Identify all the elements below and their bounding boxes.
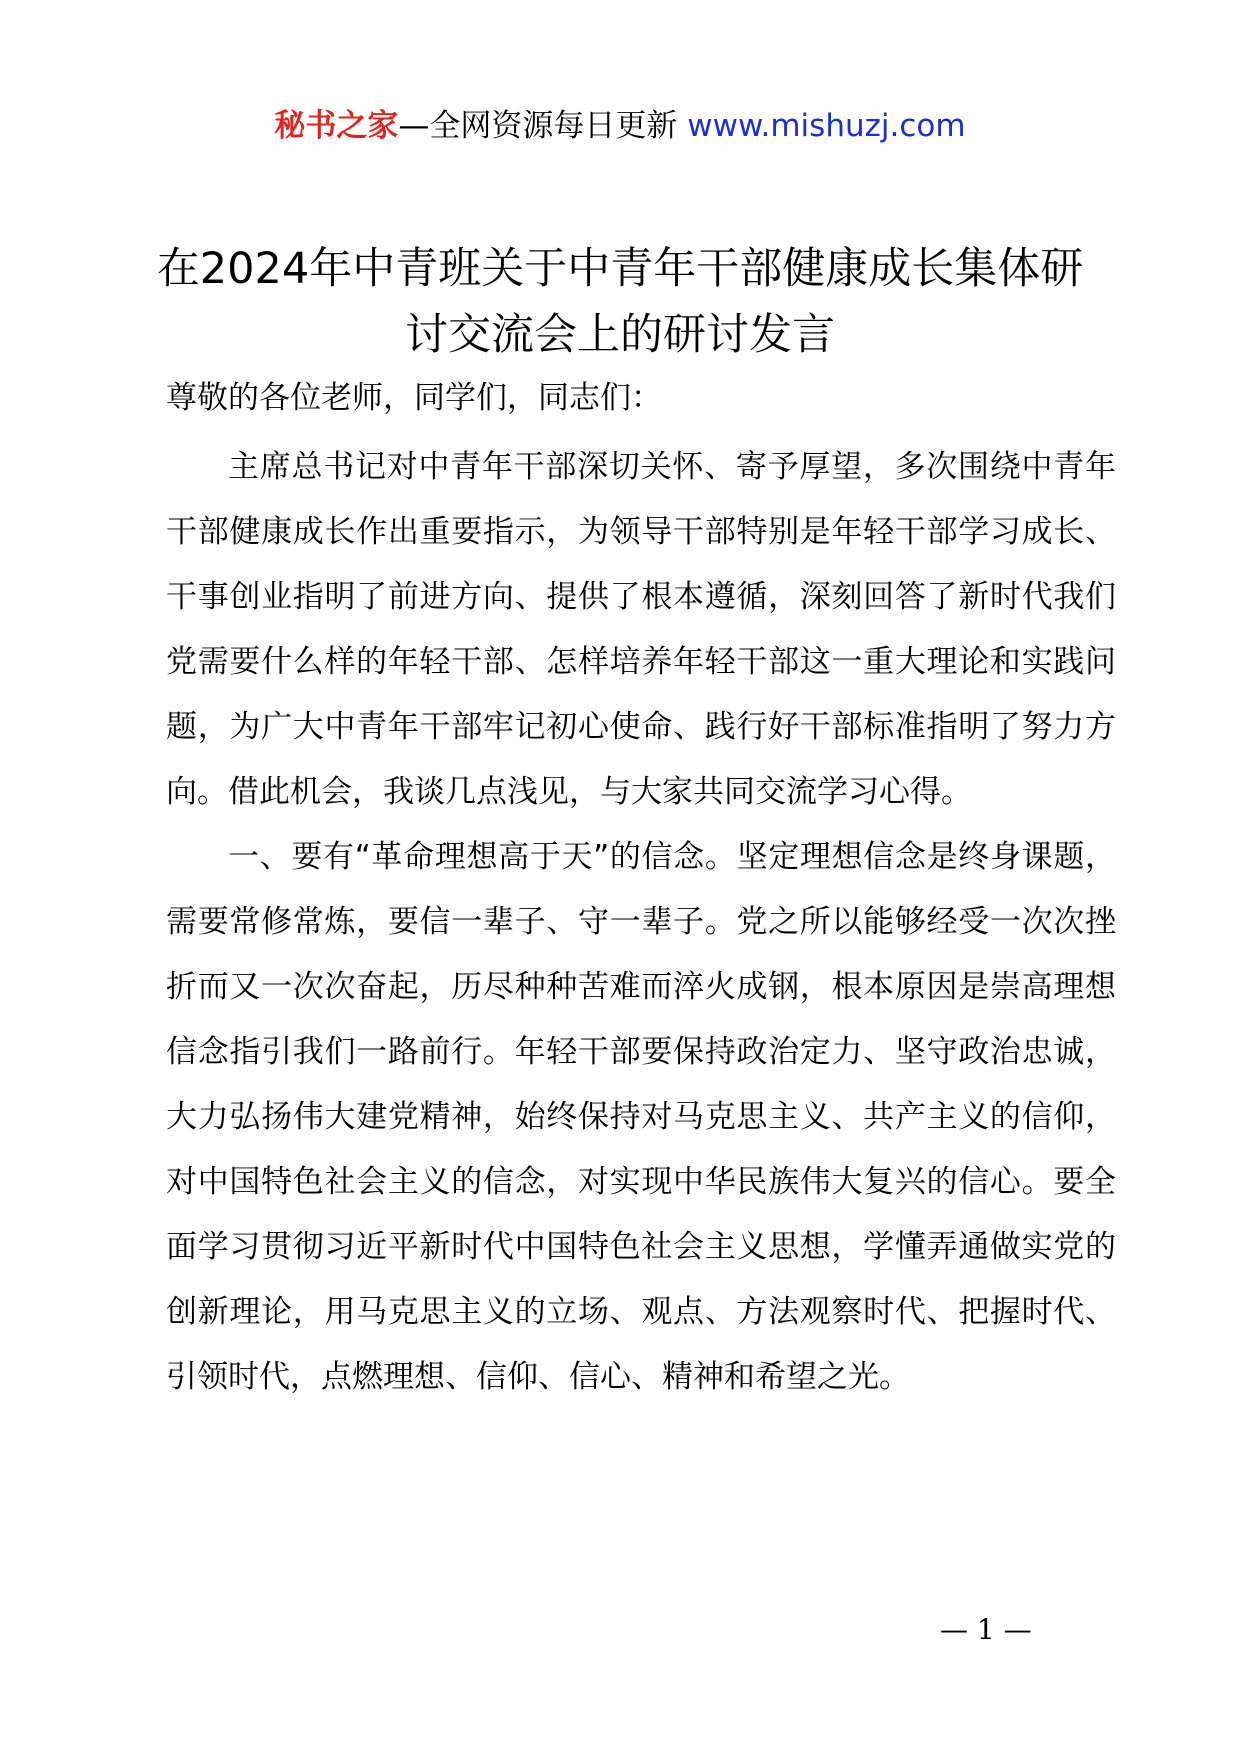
paragraph-section-one: 一、要有“革命理想高于天”的信念。坚定理想信念是终身课题，需要常修常炼，要信一辈子、守一辈子。党之所以能够经受一次次挫折而又一次次奋起，历尽种种苦难而淬火成钢，根本原因是崇高理想信念指引我们一路前行。年轻干部要保持政治定力、坚守政治忠诚，大力弘扬伟大建党精神，始终保持对马克思主义、共产主义的信仰，对中国特色社会主义的信念，对实现中华民族伟大复兴的信心。要全面学习贯彻习近平新时代中国特色社会主义思想，学懂弄通做实党的创新理论，用马克思主义的立场、观点、方法观察时代、把握时代、引领时代，点燃理想、信仰、信心、精神和希望之光。 <box>166 839 1116 1395</box>
document-title: 在2024年中青班关于中青年干部健康成长集体研讨交流会上的研讨发言 <box>156 244 1084 360</box>
site-name: 秘书之家 <box>274 108 399 144</box>
document-body <box>166 370 1116 1410</box>
site-url-link[interactable]: www.mishuzj.com <box>687 108 966 144</box>
salutation: 尊敬的各位老师，同学们，同志们： <box>166 380 662 416</box>
site-tagline: —全网资源每日更新 <box>398 108 688 144</box>
paragraph-intro: 主席总书记对中青年干部深切关怀、寄予厚望，多次围绕中青年干部健康成长作出重要指示，为领导干部特别是年轻干部学习成长、干事创业指明了前进方向、提供了根本遵循，深刻回答了新时代我们党需要什么样的年轻干部、怎样培养年轻干部这一重大理论和实践问题，为广大中青年干部牢记初心使命、践行好干部标准指明了努力方向。借此机会，我谈几点浅见，与大家共同交流学习心得。 <box>166 449 1116 810</box>
site-header <box>0 98 1240 154</box>
page-number: — 1 — <box>940 1613 1032 1646</box>
